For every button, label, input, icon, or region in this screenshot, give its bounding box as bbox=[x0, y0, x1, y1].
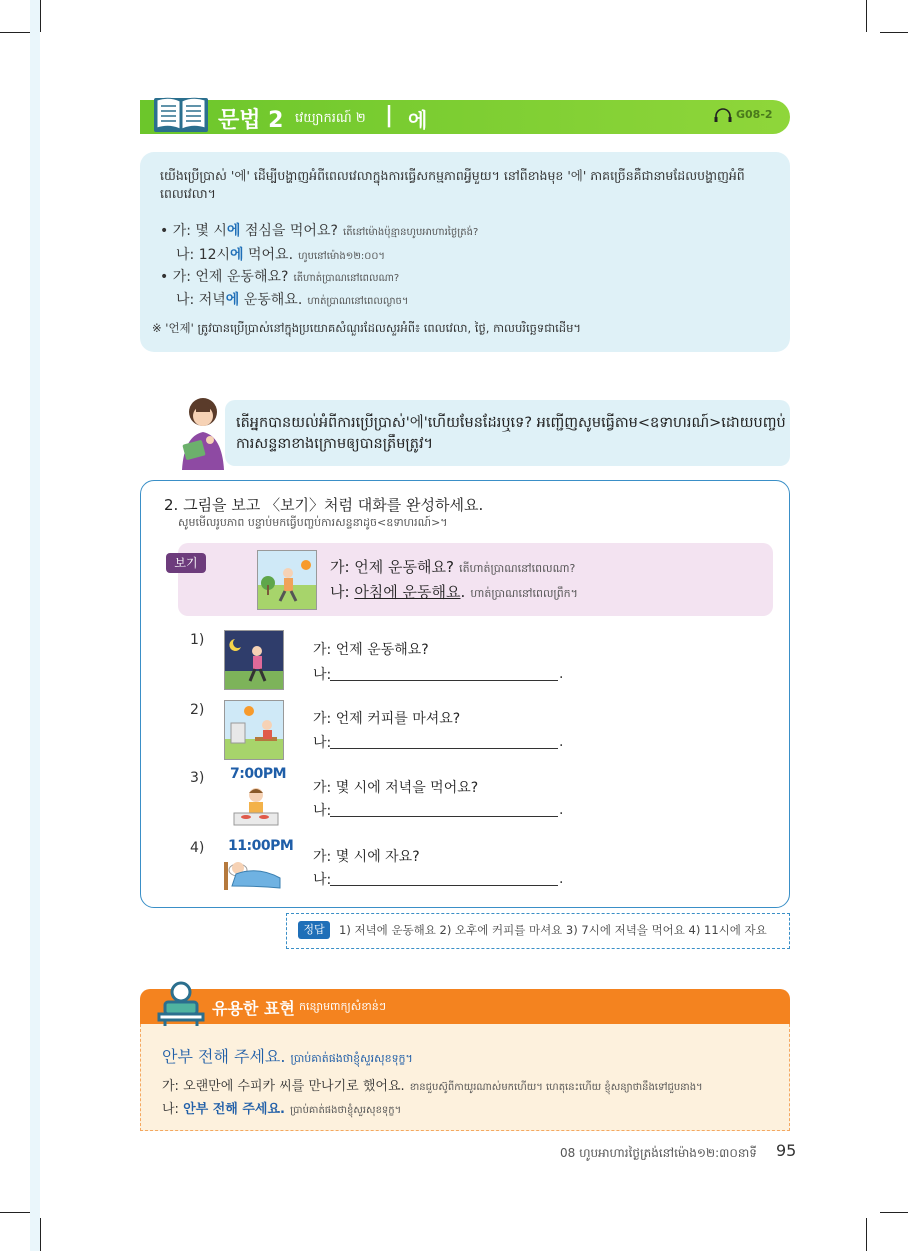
example-korean: 운동해요. bbox=[239, 292, 303, 308]
desk-icon bbox=[155, 980, 207, 1026]
page-spine bbox=[30, 0, 40, 1251]
explanation-line: យើងប្រើប្រាស់ '에' ដើម្បីបង្ហាញអំពីពេលវេលាក្នុងការធ្វើសកម្មភាពអ្វីមួយ។ នៅពីខាងមុខ '에' ភាគច្រើនគឺជានាមដែលបង្ហាញអំពី bbox=[160, 168, 745, 183]
grammar-separator: | bbox=[385, 103, 394, 128]
exercise-instruction: 2. 그림을 보고 〈보기〉처럼 대화를 완성하세요. bbox=[164, 496, 484, 514]
item-answer-label: 나: bbox=[313, 803, 332, 819]
item-number: 2) bbox=[190, 702, 205, 718]
useful-dialogue-kh: ខានជួបស៊ូពីកាយូរណាស់មកហើយ។ ហេតុនេះហើយ ខ្ញុំសន្យាថានឹងទៅជួបនាង។ bbox=[409, 1082, 703, 1093]
item-answer-end: . bbox=[559, 871, 564, 887]
evening-exercise-image bbox=[224, 630, 284, 690]
example-particle: 에 bbox=[226, 223, 241, 239]
item-number: 1) bbox=[190, 632, 205, 648]
useful-phrase-kh: ប្រាប់គាត់ផងថាខ្ញុំសួរសុខទុក្ខ។ bbox=[290, 1052, 413, 1065]
example-particle: 에 bbox=[230, 247, 244, 263]
example-answer bbox=[330, 581, 578, 603]
usage-note: ※ '언제' ត្រូវបានប្រើប្រាស់នៅក្នុងប្រយោគសំណួរដែលសួរអំពី៖ ពេលវេលា, ថ្ងៃ, កាលបរិច្ឆេទជាដើម។ bbox=[152, 321, 581, 335]
answer-tag: 정답 bbox=[298, 921, 330, 939]
useful-phrase-row bbox=[162, 1044, 413, 1068]
item-question: 가: 몇 시에 저녁을 먹어요? bbox=[313, 780, 479, 796]
example-kh: ហាត់ប្រាណនៅពេលល្ងាច។ bbox=[307, 296, 409, 307]
grammar-label-kh: វេយ្យាករណ៍ ២ bbox=[295, 111, 366, 126]
useful-title-kh: កន្សោមពាក្យសំខាន់ៗ bbox=[299, 1000, 386, 1013]
useful-dialogue-korean: 가: 오랜만에 수피카 씨를 만나기로 했어요. bbox=[162, 1079, 405, 1094]
example-particle: 에 bbox=[225, 292, 240, 308]
dinner-image bbox=[230, 785, 282, 827]
item-answer-end: . bbox=[559, 666, 564, 682]
useful-dialogue-prefix: 나: bbox=[162, 1102, 184, 1117]
example-row bbox=[160, 266, 399, 286]
answer-blank[interactable] bbox=[330, 680, 558, 681]
open-book-icon bbox=[152, 94, 210, 134]
exercise-instruction-kh: សូមមើលរូបភាព បន្ទាប់មកធ្វើបញ្ចប់ការសន្ទនាដូច<ឧទាហរណ៍>។ bbox=[178, 516, 448, 529]
answer-blank[interactable] bbox=[330, 816, 558, 817]
example-korean: • 가: 언제 운동해요? bbox=[160, 269, 289, 285]
example-answer-kh: ហាត់ប្រាណនៅពេលព្រឹក។ bbox=[470, 587, 578, 600]
item-question: 가: 언제 커피를 마셔요? bbox=[313, 711, 461, 727]
example-korean: 나: 12시 bbox=[176, 247, 231, 263]
example-kh: តើហាត់ប្រាណនៅពេលណា? bbox=[293, 273, 400, 284]
crop-mark bbox=[866, 0, 867, 32]
example-row bbox=[160, 220, 478, 240]
grammar-title: 문법 2 bbox=[218, 108, 284, 133]
item-answer-label: 나: bbox=[313, 872, 332, 888]
example-tag: 보기 bbox=[166, 553, 206, 573]
useful-dialogue-korean: 안부 전해 주세요. bbox=[183, 1102, 285, 1117]
item-question: 가: 언제 운동해요? bbox=[313, 642, 429, 658]
afternoon-coffee-image bbox=[224, 700, 284, 760]
grammar-topic: 에 bbox=[408, 108, 428, 132]
crop-mark bbox=[866, 1218, 867, 1251]
crop-mark bbox=[0, 32, 30, 33]
example-kh: តើនៅម៉ោងប៉ុន្មានហូបអាហារថ្ងៃត្រង់? bbox=[343, 227, 479, 238]
audio-track[interactable] bbox=[713, 108, 773, 122]
answer-blank[interactable] bbox=[330, 748, 558, 749]
useful-phrase: 안부 전해 주세요. bbox=[162, 1047, 286, 1066]
example-row bbox=[176, 244, 385, 264]
example-korean: 나: 저녁 bbox=[176, 292, 226, 308]
morning-exercise-image bbox=[257, 550, 317, 610]
answer-text: 1) 저녁에 운동해요 2) 오후에 커피를 마셔요 3) 7시에 저녁을 먹어요 4) 11시에 자요 bbox=[339, 923, 767, 937]
example-answer-korean: 아침에 운동해요 bbox=[354, 583, 461, 601]
chapter-footer: 08 ហូបអាហារថ្ងៃត្រង់នៅម៉ោង១២:៣០នាទី bbox=[560, 1146, 757, 1160]
crop-mark bbox=[40, 0, 41, 32]
item-answer-end: . bbox=[559, 802, 564, 818]
answer-blank[interactable] bbox=[330, 885, 558, 886]
crop-mark bbox=[0, 1212, 30, 1213]
item-answer-label: 나: bbox=[313, 667, 332, 683]
teacher-prompt-line: តើអ្នកបានយល់អំពីការប្រើប្រាស់'에'ហើយមែនដែរឬទេ? អញ្ជើញសូមធ្វើតាម<ឧទាហរណ៍>ដោយបញ្ចប់ bbox=[236, 415, 786, 431]
useful-dialogue-kh: ប្រាប់គាត់ផងថាខ្ញុំសួរសុខទុក្ខ។ bbox=[290, 1105, 402, 1116]
explanation-line: ពេលវេលា។ bbox=[160, 186, 216, 201]
audio-code: G08-2 bbox=[736, 108, 773, 121]
example-answer-prefix: 나: bbox=[330, 583, 355, 601]
item-question: 가: 몇 시에 자요? bbox=[313, 849, 420, 865]
sleeping-image bbox=[222, 856, 284, 892]
item-answer-end: . bbox=[559, 734, 564, 750]
crop-mark bbox=[880, 1212, 908, 1213]
example-row bbox=[176, 289, 409, 309]
crop-mark bbox=[880, 32, 908, 33]
example-korean: • 가: 몇 시 bbox=[160, 223, 227, 239]
useful-dialogue-row bbox=[162, 1098, 401, 1118]
example-answer-end: . bbox=[460, 583, 466, 601]
teacher-icon bbox=[170, 394, 236, 470]
item-time: 11:00PM bbox=[228, 838, 294, 854]
crop-mark bbox=[40, 1218, 41, 1251]
teacher-prompt-line: ការសន្ទនាខាងក្រោមឲ្យបានត្រឹមត្រូវ។ bbox=[236, 436, 434, 452]
useful-dialogue-row bbox=[162, 1075, 703, 1095]
example-kh: ហូបនៅម៉ោង១២:០០។ bbox=[298, 251, 386, 262]
example-question-kh: តើហាត់ប្រាណនៅពេលណា? bbox=[459, 562, 576, 575]
headphones-icon bbox=[713, 108, 733, 122]
example-korean: 점심을 먹어요? bbox=[240, 223, 338, 239]
useful-title: 유용한 표현 bbox=[212, 999, 295, 1018]
item-number: 4) bbox=[190, 840, 205, 856]
item-answer-label: 나: bbox=[313, 735, 332, 751]
item-number: 3) bbox=[190, 770, 205, 786]
item-time: 7:00PM bbox=[230, 766, 287, 782]
example-korean: 먹어요. bbox=[243, 247, 294, 263]
example-question bbox=[330, 556, 575, 578]
page-number: 95 bbox=[776, 1141, 797, 1160]
example-question-korean: 가: 언제 운동해요? bbox=[330, 558, 454, 576]
